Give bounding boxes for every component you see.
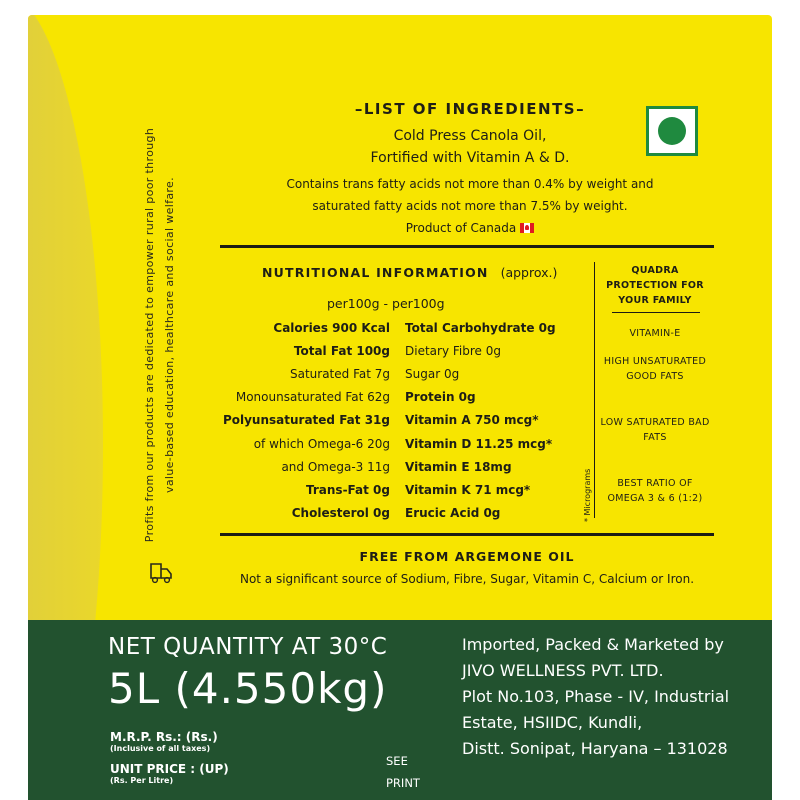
protection-item: LOW SATURATED BAD FATS (600, 417, 710, 443)
protection-divider (612, 312, 700, 313)
nutrition-approx: (approx.) (500, 265, 558, 280)
see-print: SEE PRINT (386, 754, 420, 790)
nutrient-row: of which Omega-6 20g (253, 436, 390, 451)
importer-block (462, 632, 729, 762)
nutrient-row: and Omega-3 11g (281, 459, 390, 474)
nutrient-row: Saturated Fat 7g (289, 367, 390, 382)
side-note: Profits from our products are dedicated to empower rural poor through value-based education, healthcare and social welfare. (143, 127, 176, 543)
per-100g: per100g - per100g (327, 296, 445, 311)
nutrient-row: Trans-Fat 0g (306, 482, 390, 497)
nutrient-row: Sugar 0g (405, 367, 460, 382)
nutrient-row: Monounsaturated Fat 62g (235, 390, 390, 405)
importer-line: Plot No.103, Phase - IV, Industrial (462, 687, 730, 706)
protection-item: BEST RATIO OF OMEGA 3 & 6 (1:2) (607, 478, 703, 504)
origin-text: Product of Canada (405, 221, 517, 235)
nutrition-heading: NUTRITIONAL INFORMATION (262, 265, 489, 280)
nutrient-row: Vitamin E 18mg (405, 459, 512, 474)
nutrient-row: Total Carbohydrate 0g (405, 321, 556, 335)
nutrient-row: Cholesterol 0g (291, 505, 390, 520)
nutrient-row: Erucic Acid 0g (405, 505, 501, 520)
truck-icon (148, 562, 174, 584)
mrp-label: M.R.P. Rs.: (Rs.) (110, 730, 218, 744)
argemone-heading: FREE FROM ARGEMONE OIL (359, 549, 575, 564)
nutrient-row: Vitamin D 11.25 mcg* (405, 436, 553, 451)
importer-line: Distt. Sonipat, Haryana – 131028 (462, 739, 728, 758)
importer-line: Imported, Packed & Marketed by (462, 635, 724, 654)
ingredients-heading: –LIST OF INGREDIENTS– (354, 100, 586, 118)
importer-line: Estate, HSIIDC, Kundli, (462, 713, 643, 732)
nutrition-heading-row (262, 265, 557, 280)
micrograms-note: * Micrograms (583, 468, 592, 522)
origin-line (220, 221, 720, 235)
trans-fat-note: Contains trans fatty acids not more than 0.4% by weight and (286, 177, 654, 191)
protection-item: HIGH UNSATURATED GOOD FATS (603, 356, 707, 382)
mrp-sub: (Inclusive of all taxes) (110, 744, 211, 753)
column-divider (594, 262, 595, 518)
nutrient-row: Vitamin A 750 mcg* (405, 413, 539, 428)
ingredients-line-1: Cold Press Canola Oil, (393, 128, 547, 144)
protection-title: QUADRA PROTECTION FOR YOUR FAMILY (606, 265, 704, 306)
nutrient-row: Protein 0g (405, 390, 476, 405)
argemone-note: Not a significant source of Sodium, Fibre, Sugar, Vitamin C, Calcium or Iron. (239, 572, 695, 586)
nutrient-row: Vitamin K 71 mcg* (405, 482, 531, 497)
divider-top (220, 245, 714, 248)
vegetarian-mark-icon (646, 106, 698, 156)
unit-price-sub: (Rs. Per Litre) (110, 776, 174, 785)
protection-item: VITAMIN-E (629, 328, 681, 339)
ingredients-line-2: Fortified with Vitamin A & D. (370, 150, 570, 166)
nutrient-row: Polyunsaturated Fat 31g (222, 413, 390, 428)
quantity-panel (28, 620, 772, 800)
net-quantity-value: 5L (4.550kg) (108, 664, 388, 713)
canada-flag-icon (520, 223, 534, 233)
saturated-fat-note: saturated fatty acids not more than 7.5% by weight. (312, 199, 628, 213)
nutrient-row: Total Fat 100g (293, 344, 390, 359)
importer-name: JIVO WELLNESS PVT. LTD. (462, 661, 664, 680)
divider-bottom (220, 533, 714, 536)
nutrient-row: Dietary Fibre 0g (405, 344, 501, 359)
nutrient-row: Calories 900 Kcal (273, 321, 390, 335)
net-quantity-label: NET QUANTITY AT 30°C (108, 634, 388, 660)
unit-price-label: UNIT PRICE : (UP) (110, 762, 229, 776)
